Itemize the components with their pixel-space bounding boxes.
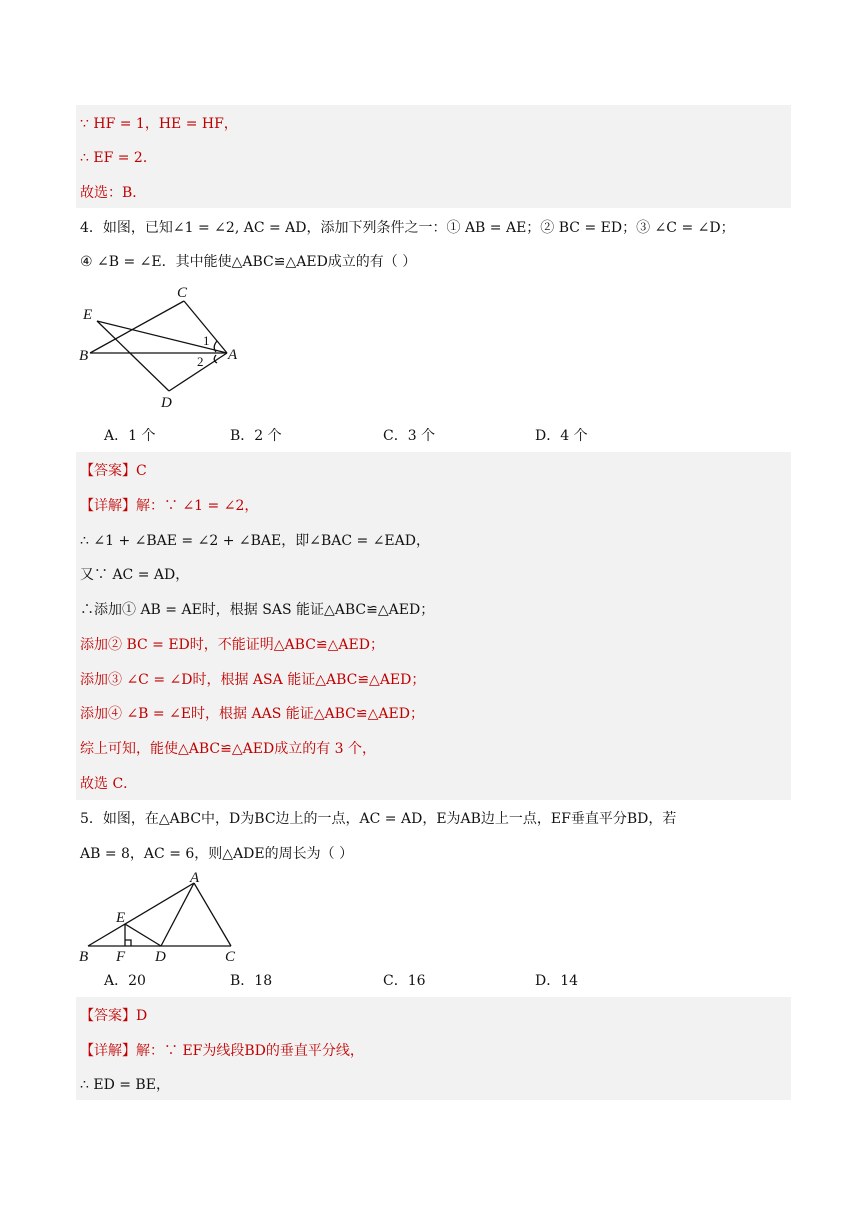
fig4-label-2: 2 bbox=[197, 354, 204, 369]
answer-label: 【答案】D bbox=[80, 1008, 148, 1024]
question-4-stem-cont: ④ ∠B = ∠E．其中能使△ABC≌△AED成立的有（ ） bbox=[80, 254, 417, 270]
fig5-label-A: A bbox=[190, 870, 200, 886]
answer-label: 【答案】C bbox=[80, 463, 147, 479]
detail-line: 添加③ ∠C = ∠D时，根据 ASA 能证△ABC≌△AED； bbox=[80, 672, 426, 688]
question-5-stem: 5．如图，在△ABC中，D为BC边上的一点，AC = AD，E为AB边上一点，EF垂直平分BD，若 bbox=[80, 811, 677, 827]
question-4-figure bbox=[72, 283, 252, 408]
fig5-label-F: F bbox=[116, 949, 126, 965]
solution-line: ∴ EF = 2． bbox=[80, 150, 157, 166]
detail-line: ∴ ED = BE， bbox=[80, 1077, 170, 1093]
detail-line: 【详解】解：∵ ∠1 = ∠2， bbox=[80, 498, 259, 514]
fig4-label-B: B bbox=[79, 348, 89, 364]
fig4-label-D: D bbox=[161, 395, 172, 408]
detail-line: ∴添加① AB = AE时，根据 SAS 能证△ABC≌△AED； bbox=[80, 602, 435, 618]
fig4-label-E: E bbox=[83, 307, 93, 323]
fig4-label-A: A bbox=[228, 347, 238, 363]
fig5-label-C: C bbox=[225, 949, 236, 965]
fig4-label-C: C bbox=[177, 285, 188, 301]
detail-line: 添加④ ∠B = ∠E时，根据 AAS 能证△ABC≌△AED； bbox=[80, 706, 424, 722]
solution-line: 故选：B． bbox=[80, 185, 147, 201]
option-b: B．2 个 bbox=[230, 428, 282, 444]
fig5-label-E: E bbox=[116, 910, 126, 926]
detail-line: ∴ ∠1 + ∠BAE = ∠2 + ∠BAE，即∠BAC = ∠EAD， bbox=[80, 533, 430, 549]
option-a: A．1 个 bbox=[104, 428, 156, 444]
option-d: D．4 个 bbox=[535, 428, 588, 444]
option-b: B．18 bbox=[230, 973, 273, 989]
detail-line: 添加② BC = ED时，不能证明△ABC≌△AED； bbox=[80, 637, 384, 653]
question-5-stem-cont: AB = 8，AC = 6，则△ADE的周长为（ ） bbox=[80, 846, 354, 862]
question-4-stem: 4．如图，已知∠1 = ∠2, AC = AD，添加下列条件之一：① AB = AE；② BC = ED；③ ∠C = ∠D； bbox=[80, 220, 735, 236]
option-d: D．14 bbox=[535, 973, 579, 989]
detail-line: 又∵ AC = AD， bbox=[80, 567, 190, 583]
detail-line: 综上可知，能使△ABC≌△AED成立的有 3 个， bbox=[80, 741, 376, 757]
question-5-figure bbox=[76, 870, 246, 965]
option-c: C．3 个 bbox=[383, 428, 436, 444]
option-a: A．20 bbox=[104, 973, 146, 989]
option-c: C．16 bbox=[383, 973, 426, 989]
fig4-label-1: 1 bbox=[203, 333, 210, 348]
detail-line: 【详解】解：∵ EF为线段BD的垂直平分线， bbox=[80, 1043, 364, 1059]
solution-line: ∵ HF = 1，HE = HF， bbox=[80, 116, 238, 132]
fig5-label-D: D bbox=[155, 949, 166, 965]
detail-line: 故选 C． bbox=[80, 776, 138, 792]
fig5-label-B: B bbox=[79, 949, 89, 965]
